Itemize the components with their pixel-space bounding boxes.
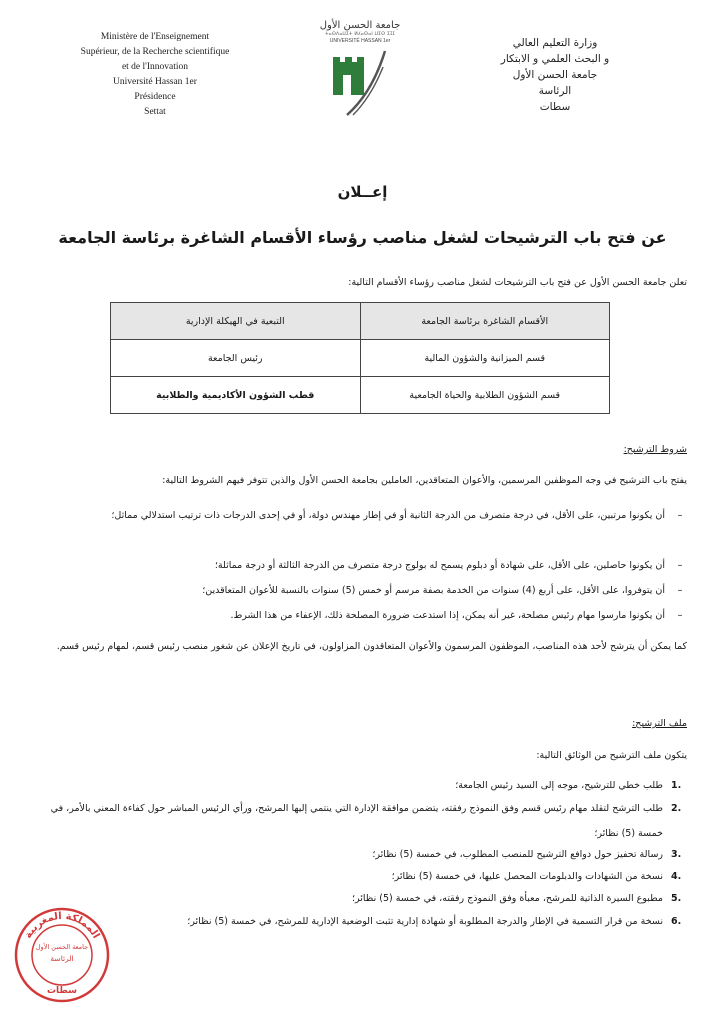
file-item <box>37 886 687 911</box>
condition-text: أن يكونوا مارسوا مهام رئيس مصلحة، غير أنه يمكن، إذا استدعت ضرورة المصلحة ذلك، الإعفاء من هذا الشرط. <box>230 610 665 621</box>
table-cell: قسم الشؤون الطلابية والحياة الجامعية <box>360 377 610 414</box>
kasbah-logo-icon <box>325 47 395 119</box>
red-stamp <box>12 905 112 1005</box>
file-item-text: مطبوع السيرة الذاتية للمرشح، معبأة وفق النموذج رفقته، في خمسة (5) نظائر؛ <box>351 893 663 904</box>
vacant-posts-table <box>110 302 610 414</box>
condition-item <box>67 578 687 603</box>
ar-line: الرئاسة <box>538 85 572 97</box>
file-item <box>37 796 687 846</box>
item-number: 5. <box>671 893 682 904</box>
fr-line: Supérieur, de la Recherche scientifique <box>80 47 230 57</box>
item-number: 6. <box>671 916 682 927</box>
file-item-text: نسخة من الشهادات والدبلومات المحصل عليها، في خمسة (5) نظائر؛ <box>391 871 663 882</box>
fr-line: Settat <box>144 107 166 117</box>
file-item <box>37 773 687 798</box>
table-header-cell: التبعية في الهيكلة الإدارية <box>111 303 361 340</box>
conditions-note: كما يمكن أن يترشح لأحد هذه المناصب، الموظفون المرسمون والأعوان المتعاقدون المزاولون، في تاريخ الإعلان عن شغور منصب رئيس قسم، لمهام رئيس قسم. <box>56 641 687 652</box>
arabic-header <box>480 35 630 115</box>
condition-text: أن يكونوا مرتبين، على الأقل، في درجة متصرف من الدرجة الثانية أو في إطار مهندس دولة، أو في إحدى الدرجات ذات ترتيب استدلالي مماثل؛ <box>111 510 665 521</box>
intro-text: تعلن جامعة الحسن الأول عن فتح باب الترشيحات لشغل مناصب رؤساء الأقسام التالية: <box>348 277 687 288</box>
file-item-text: طلب الترشح لتقلد مهام رئيس قسم وفق النموذج رفقته، يتضمن موافقة الإدارة التي ينتمي إليها المرشح، ورأي الرئيس المباشر حول كفاءة المعني بالأمر، في خمسة (5) نظائر؛ <box>50 803 663 839</box>
french-header <box>55 30 255 120</box>
item-number: 2. <box>671 803 682 814</box>
item-number: 4. <box>671 871 682 882</box>
file-item-text: طلب خطي للترشيح، موجه إلى السيد رئيس الجامعة؛ <box>455 780 663 791</box>
file-item <box>37 909 687 934</box>
dash-bullet: – <box>677 510 683 521</box>
condition-item <box>67 503 687 528</box>
table-cell: رئيس الجامعة <box>111 340 361 377</box>
file-lead: يتكون ملف الترشيح من الوثائق التالية: <box>536 750 687 761</box>
stamp-text: سطات <box>46 986 78 996</box>
logo-arabic-name: جامعة الحسن الأول <box>319 20 401 31</box>
table-row <box>111 377 610 414</box>
condition-item <box>67 553 687 578</box>
ar-line: جامعة الحسن الأول <box>512 69 598 81</box>
announcement-heading: إعــلان <box>337 183 388 201</box>
ar-line: سطات <box>539 101 571 113</box>
item-number: 1. <box>671 780 682 791</box>
item-number: 3. <box>671 849 682 860</box>
conditions-lead: يفتح باب الترشيح في وجه الموظفين المرسمين، والأعوان المتعاقدين، العاملين بجامعة الحسن الأول والذين تتوفر فيهم الشروط التالية: <box>162 475 687 486</box>
fr-line: et de l'Innovation <box>121 62 189 72</box>
dash-bullet: – <box>677 585 683 596</box>
stamp-arc-text: المملكة المغربية <box>22 910 102 941</box>
condition-item <box>67 603 687 628</box>
table-header-row <box>111 303 610 340</box>
stamp-text: الرئاسة <box>50 954 74 963</box>
dash-bullet: – <box>677 610 683 621</box>
file-heading: ملف الترشيح: <box>632 718 687 729</box>
fr-line: Ministère de l'Enseignement <box>100 32 210 42</box>
fr-line: Université Hassan 1er <box>113 77 197 87</box>
conditions-heading: شروط الترشيح: <box>623 444 687 455</box>
table-header-cell: الأقسام الشاغرة برئاسة الجامعة <box>360 303 610 340</box>
stamp-text: جامعة الحسن الأول <box>35 943 89 951</box>
fr-line: Présidence <box>134 92 176 102</box>
condition-text: أن يتوفروا، على الأقل، على أربع (4) سنوات من الخدمة بصفة مرسم أو خمس (5) سنوات بالنسبة للأعوان المتعاقدين؛ <box>202 585 665 596</box>
table-cell: قطب الشؤون الأكاديمية والطلابية <box>111 377 361 414</box>
file-item-text: نسخة من قرار التسمية في الإطار والدرجة المطلوبة أو شهادة إدارية تثبت الوضعية الإدارية للمرشح، في خمسة (5) نظائر؛ <box>187 916 663 927</box>
ar-line: وزارة التعليم العالي <box>512 37 598 49</box>
file-item-text: رسالة تحفيز حول دوافع الترشيح للمنصب المطلوب، في خمسة (5) نظائر؛ <box>372 849 663 860</box>
table-row <box>111 340 610 377</box>
dash-bullet: – <box>677 560 683 571</box>
condition-text: أن يكونوا حاصلين، على الأقل، على شهادة أو دبلوم يسمح له بولوج درجة متصرف من الدرجة الثالثة أو درجة مماثلة؛ <box>214 560 665 571</box>
university-logo <box>300 20 420 130</box>
ar-line: و البحث العلمي و الابتكار <box>500 53 610 65</box>
page-title: عن فتح باب الترشيحات لشغل مناصب رؤساء الأقسام الشاغرة برئاسة الجامعة <box>58 228 667 247</box>
logo-tifinagh-name: ⵜⴰⵙⴷⴰⵡⵉⵜ ⵍⵃⴰⵙⴰⵏ ⵡⵉⵙ ⵉⵊⵊ <box>325 32 395 37</box>
table-cell: قسم الميزانية والشؤون المالية <box>360 340 610 377</box>
logo-french-name: UNIVERSITÉ HASSAN 1er <box>329 38 391 44</box>
